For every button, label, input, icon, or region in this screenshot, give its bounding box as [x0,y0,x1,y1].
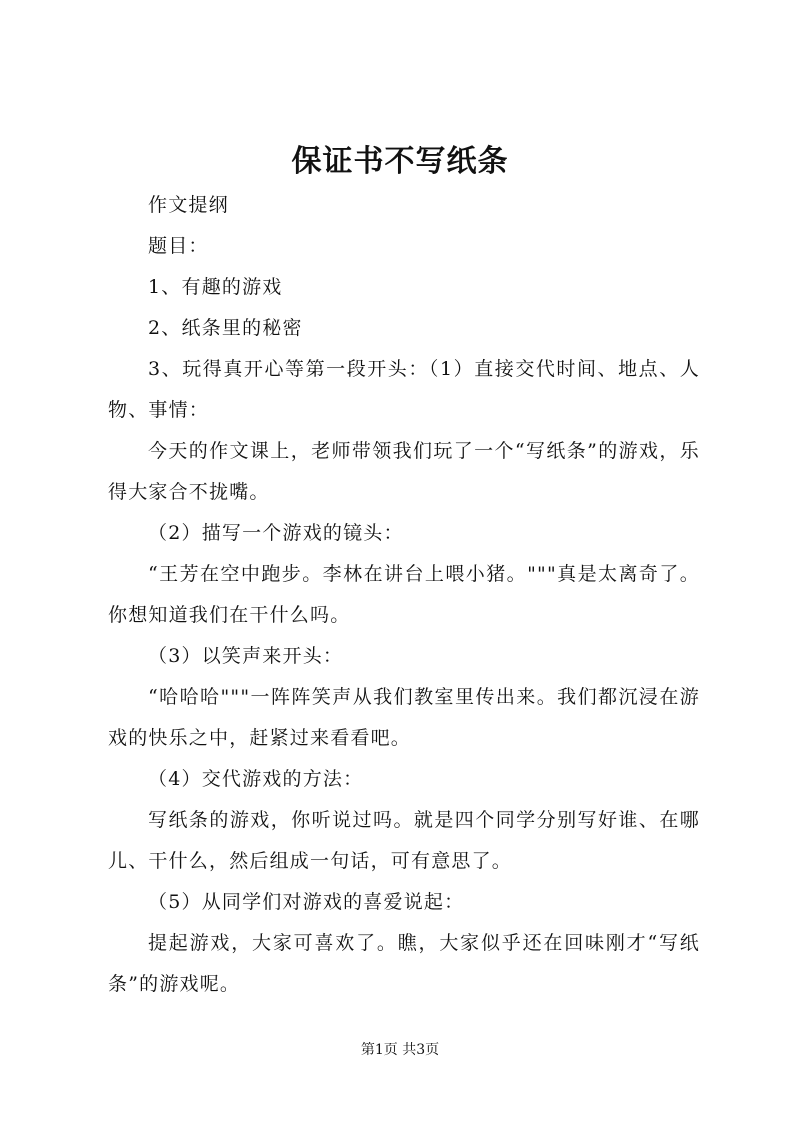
page-footer: 第1页 共3页 [360,1042,440,1058]
paragraph-topic-1: 1、有趣的游戏 [148,276,283,298]
paragraph-outline-heading: 作文提纲 [148,194,229,216]
paragraph-method-5: （5）从同学们对游戏的喜爱说起： [148,891,465,913]
paragraph-topic-2: 2、纸条里的秘密 [148,317,303,339]
paragraph-example-4: 写纸条的游戏，你听说过吗。就是四个同学分别写好谁、在哪儿、干什么，然后组成一句话，可有意思了。 [108,809,700,872]
paragraph-example-3: “哈哈哈"""一阵阵笑声从我们教室里传出来。我们都沉浸在游戏的快乐之中，赶紧过来看看吧。 [108,686,700,749]
paragraph-method-2: （2）描写一个游戏的镜头： [148,522,404,544]
paragraph-example-5: 提起游戏，大家可喜欢了。瞧，大家似乎还在回味刚才“写纸条”的游戏呢。 [108,932,700,995]
document-body [108,185,700,1005]
paragraph-method-4: （4）交代游戏的方法： [148,768,364,790]
document-title: 保证书不写纸条 [291,144,509,179]
paragraph-example-1: 今天的作文课上，老师带领我们玩了一个“写纸条”的游戏，乐得大家合不拢嘴。 [108,440,700,503]
paragraph-example-2: “王芳在空中跑步。李林在讲台上喂小猪。"""真是太离奇了。你想知道我们在干什么吗。 [108,563,700,626]
paragraph-method-3: （3）以笑声来开头： [148,645,344,667]
paragraph-topic-3: 3、玩得真开心等第一段开头：（1）直接交代时间、地点、人物、事情： [108,358,700,421]
paragraph-topic-label: 题目： [148,235,209,257]
